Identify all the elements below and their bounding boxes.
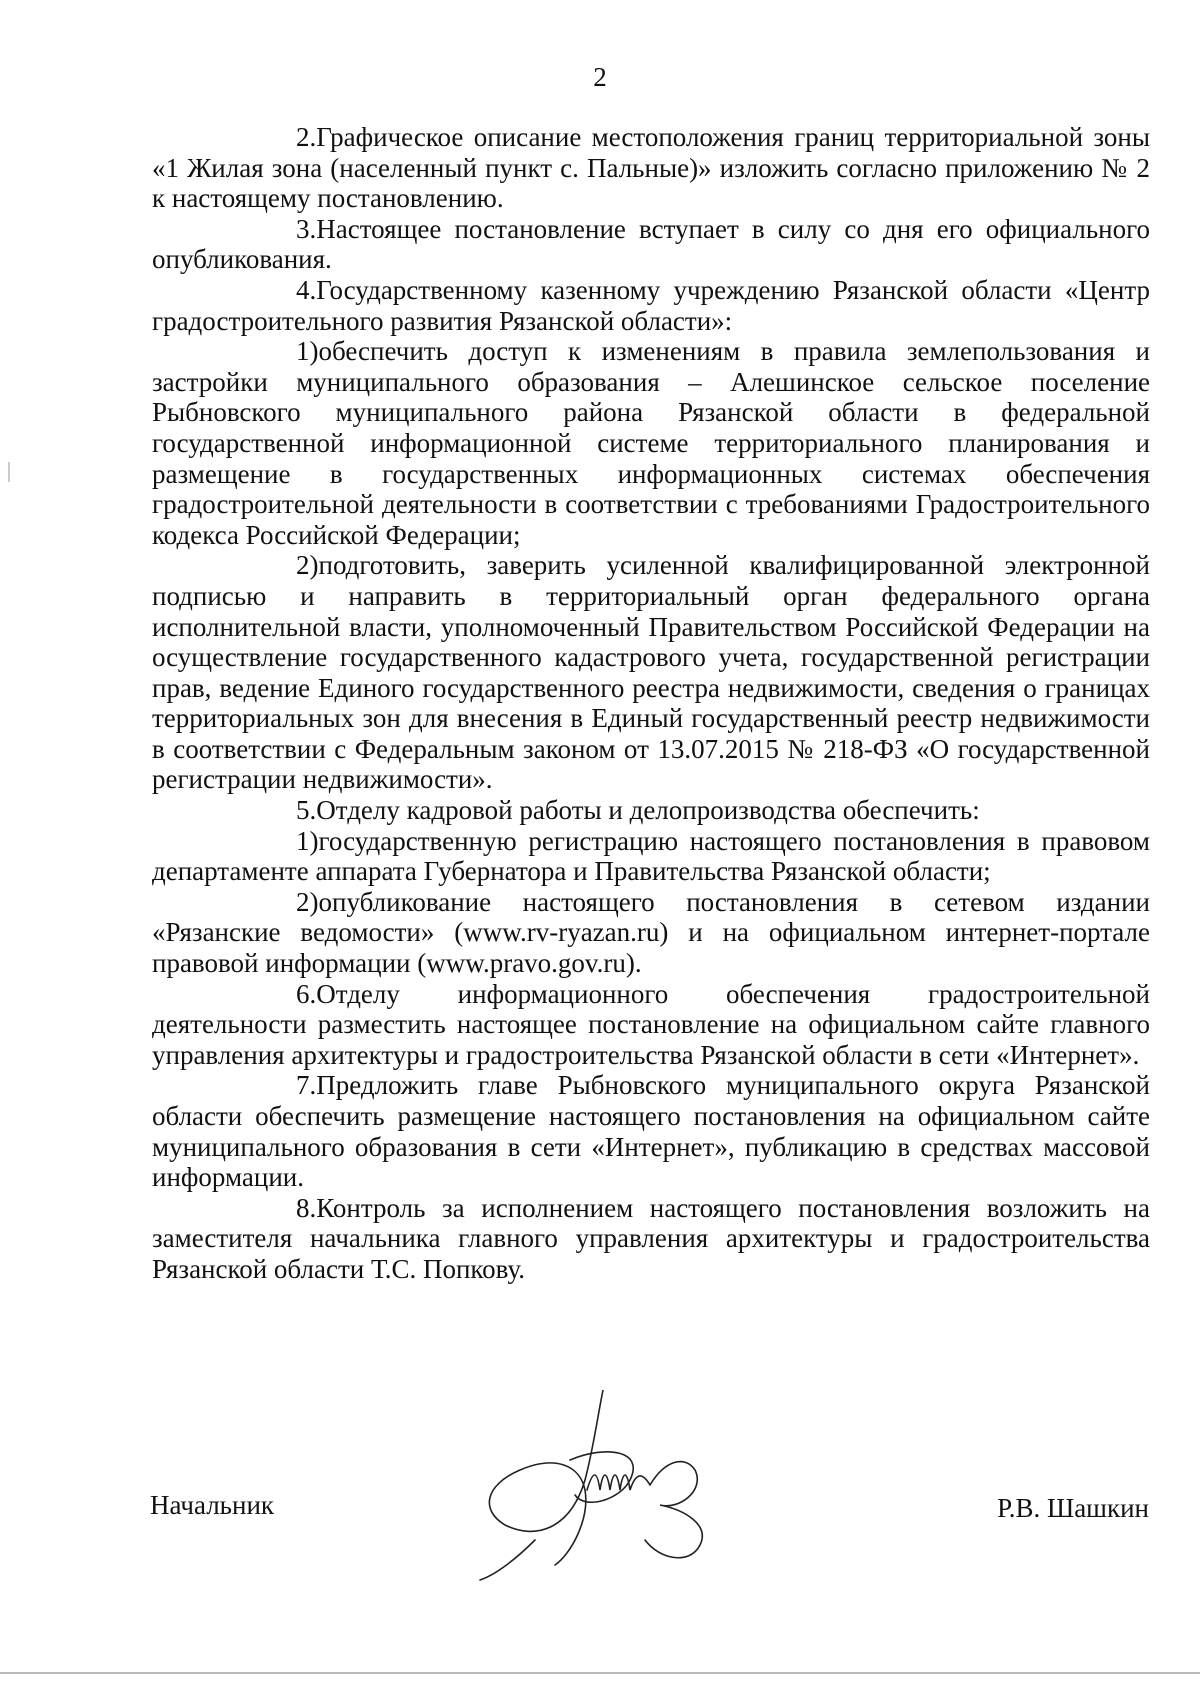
paragraph-4-1: 1)обеспечить доступ к изменениям в правила землепользования и застройки муниципального образования – Алешинское сельское поселение Рыбновского муниципального района Рязанской области в федеральной государственной информационной системе территориального планирования и размещение в государственных информационных системах обеспечения градостроительной деятельности в соответствии с требованиями Градостроительного кодекса Российской Федерации; (152, 336, 1150, 550)
document-body (152, 122, 1150, 1285)
handwritten-signature (475, 1390, 775, 1630)
paragraph-3: 3.Настоящее постановление вступает в силу со дня его официального опубликования. (152, 213, 1150, 275)
paragraph-5: 5.Отделу кадровой работы и делопроизводства обеспечить: (296, 795, 980, 826)
paragraph-5-1: 1)государственную регистрацию настоящего постановления в правовом департаменте аппарата Губернатора и Правительства Рязанской области; (152, 825, 1150, 887)
page-number: 2 (593, 62, 607, 92)
paragraph-4-2: 2)подготовить, заверить усиленной квалифицированной электронной подписью и направить в территориальный орган федерального органа исполнительной власти, уполномоченный Правительством Российской Федерации на осуществление государственного кадастрового учета, государственной регистрации прав, ведение Единого государственного реестра недвижимости, сведения о границах территориальных зон для внесения в Единый государственный реестр недвижимости в соответствии с Федеральным законом от 13.07.2015 № 218-ФЗ «О государственной регистрации недвижимости». (152, 550, 1150, 795)
paragraph-7: 7.Предложить главе Рыбновского муниципального округа Рязанской области обеспечить размещение настоящего постановления на официальном сайте муниципального образования в сети «Интернет», публикацию в средствах массовой информации. (152, 1070, 1150, 1193)
signatory-name: Р.В. Шашкин (997, 1493, 1149, 1523)
paragraph-5-2: 2)опубликование настоящего постановления в сетевом издании «Рязанские ведомости» (www.rv-ryazan.ru) и на официальном интернет-портале правовой информации (www.pravo.gov.ru). (152, 886, 1150, 979)
paragraph-2: 2.Графическое описание местоположения границ территориальной зоны «1 Жилая зона (населенный пункт с. Пальные)» изложить согласно приложению № 2 к настоящему постановлению. (152, 122, 1150, 214)
signatory-position: Начальник (150, 1490, 275, 1520)
scan-bottom-border (0, 1672, 1200, 1674)
paragraph-6: 6.Отделу информационного обеспечения градостроительной деятельности разместить настоящее постановление на официальном сайте главного управления архитектуры и градостроительства Рязанской области в сети «Интернет». (152, 978, 1150, 1070)
paragraph-8: 8.Контроль за исполнением настоящего постановления возложить на заместителя начальника главного управления архитектуры и градостроительства Рязанской области Т.С. Попкову. (152, 1192, 1150, 1284)
paragraph-4: 4.Государственному казенному учреждению Рязанской области «Центр градостроительного развития Рязанской области»: (152, 274, 1150, 336)
scan-edge-mark (8, 462, 10, 482)
